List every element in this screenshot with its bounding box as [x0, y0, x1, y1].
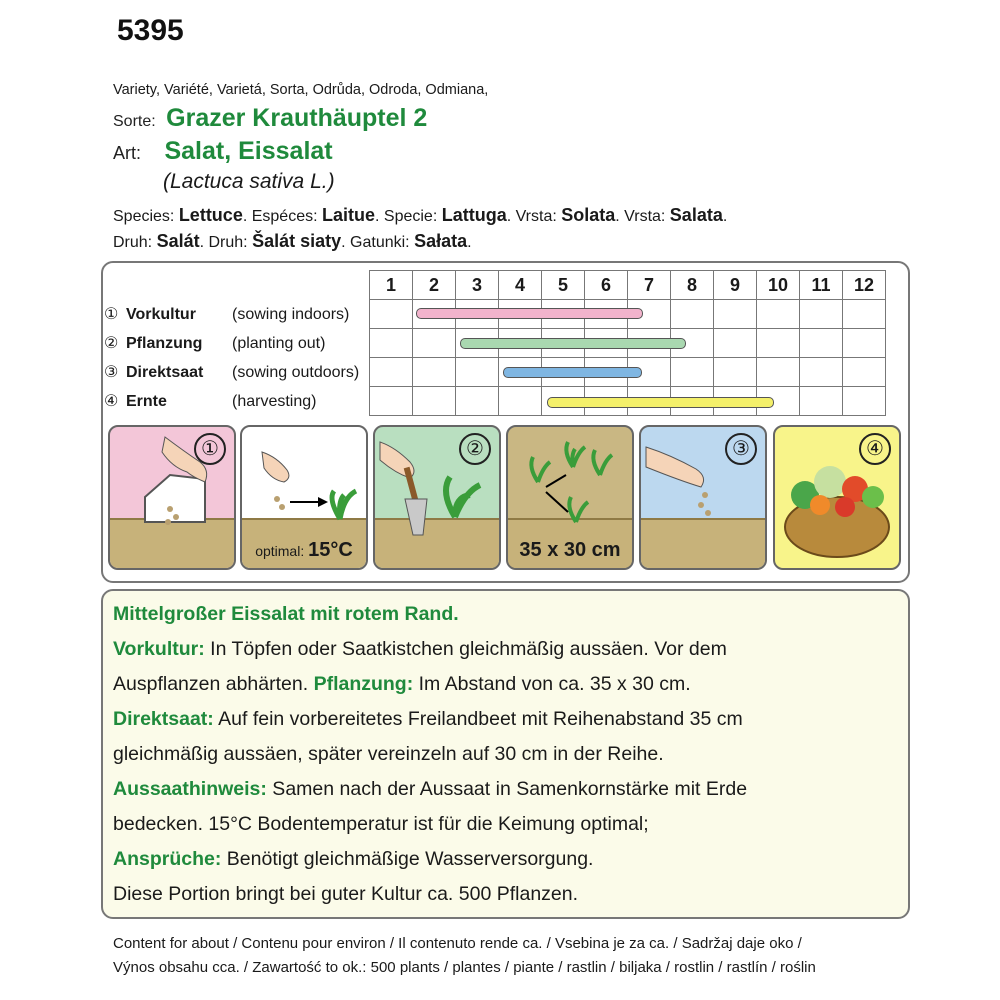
row-label-en: (sowing outdoors) [232, 364, 360, 381]
species-lang-value: Salata [669, 205, 723, 225]
step-number-badge: ④ [859, 433, 891, 465]
step-number-badge: ③ [725, 433, 757, 465]
month-label: 2 [413, 271, 456, 300]
portion-text: Diese Portion bringt bei guter Kultur ca. 500 Pflanzen. [113, 883, 579, 905]
row-label-en: (sowing indoors) [232, 306, 350, 323]
art-label: Art: [113, 143, 142, 163]
pictogram-caption: 35 x 30 cm [519, 539, 621, 561]
species-lang-label: Species: [113, 208, 179, 225]
aussaathinweis-text-2: bedecken. 15°C Bodentemperatur ist für die Keimung optimal; [113, 813, 649, 835]
month-label: 11 [800, 271, 843, 300]
species-lang-label: . Gatunki: [341, 234, 415, 251]
footer-line-2: Výnos obsahu cca. / Zawartość to ok.: 500 plants / plantes / piante / rastlin / biljaka / rostlin / rastlín / roślin [113, 959, 816, 976]
month-label: 9 [714, 271, 757, 300]
footer-line-1: Content for about / Contenu pour environ / Il contenuto rende ca. / Vsebina je za ca. / Sadržaj daje oko / [113, 935, 802, 952]
species-lang-value: Sałata [414, 231, 468, 251]
row-number: ② [104, 335, 119, 352]
species-lang-label: . Specie: [375, 208, 442, 225]
variety-name: Grazer Krauthäuptel 2 [166, 104, 428, 132]
pictogram-text [242, 539, 366, 562]
variety-languages: Variety, Variété, Varietá, Sorta, Odrůda, Odroda, Odmiana, [113, 82, 489, 98]
pic-planting-out [373, 425, 501, 570]
sorte-line [113, 104, 427, 133]
row-number: ③ [104, 364, 119, 381]
month-label: 10 [757, 271, 800, 300]
pflanzung-label: Pflanzung: [313, 673, 414, 695]
vorkultur-label: Vorkultur: [113, 638, 205, 660]
species-lang-label: Druh: [113, 234, 157, 251]
species-line-1 [113, 203, 727, 229]
period-bar [503, 367, 642, 378]
row-label-de: Direktsaat [126, 364, 204, 381]
row-label-de: Ernte [126, 393, 167, 410]
direktsaat-text-2: gleichmäßig aussäen, später vereinzeln auf 30 cm in der Reihe. [113, 743, 664, 765]
species-name: Salat, Eissalat [164, 137, 333, 165]
month-label: 3 [456, 271, 499, 300]
species-lang-label: . Druh: [199, 234, 253, 251]
pictogram-text [508, 539, 632, 562]
pic-spacing [506, 425, 634, 570]
month-label: 5 [542, 271, 585, 300]
row-number: ④ [104, 393, 119, 410]
vorkultur-text-2: Auspflanzen abhärten. [113, 673, 314, 695]
vorkultur-text: In Töpfen oder Saatkistchen gleichmäßig aussäen. Vor dem [204, 638, 727, 660]
period-bar [460, 338, 687, 349]
month-label: 6 [585, 271, 628, 300]
calendar-row [104, 358, 886, 387]
step-number-badge: ① [194, 433, 226, 465]
species-lang-value: Solata [561, 205, 616, 225]
species-lang-label: . Espéces: [242, 208, 322, 225]
period-bar [416, 308, 643, 319]
row-label-en: (harvesting) [232, 393, 317, 410]
direktsaat-text: Auf fein vorbereitetes Freilandbeet mit Reihenabstand 35 cm [213, 708, 743, 730]
pic-harvesting [773, 425, 901, 570]
species-lang-value: Lettuce [178, 205, 243, 225]
month-label: 7 [628, 271, 671, 300]
ansprueche-text: Benötigt gleichmäßige Wasserversorgung. [221, 848, 594, 870]
aussaathinweis-text: Samen nach der Aussaat in Samenkornstärke mit Erde [266, 778, 748, 800]
pic-germination [240, 425, 368, 570]
direktsaat-label: Direktsaat: [113, 708, 214, 730]
month-label: 4 [499, 271, 542, 300]
content-footer [113, 932, 816, 980]
art-line [113, 137, 333, 166]
pic-sowing-indoors [108, 425, 236, 570]
month-label: 8 [671, 271, 714, 300]
species-lang-label: . Vrsta: [506, 208, 562, 225]
article-code: 5395 [117, 14, 184, 47]
instructions-text [113, 597, 893, 912]
species-lang-label: . [467, 234, 472, 251]
aussaathinweis-label: Aussaathinweis: [113, 778, 267, 800]
species-translations [113, 203, 727, 255]
period-bar [547, 397, 774, 408]
species-lang-value: Šalát siaty [252, 231, 342, 251]
month-label: 12 [843, 271, 886, 300]
species-line-2 [113, 229, 727, 255]
row-label-de: Pflanzung [126, 335, 203, 352]
species-lang-label: . [722, 208, 728, 225]
sorte-label: Sorte: [113, 113, 156, 130]
species-lang-value: Laitue [321, 205, 375, 225]
species-lang-value: Lattuga [441, 205, 507, 225]
species-lang-value: Salát [156, 231, 200, 251]
row-label-en: (planting out) [232, 335, 326, 352]
row-number: ① [104, 306, 119, 323]
pictogram-prefix: optimal: [255, 543, 309, 559]
info-title: Mittelgroßer Eissalat mit rotem Rand. [113, 603, 459, 625]
species-lang-label: . Vrsta: [615, 208, 670, 225]
pictogram-caption: 15°C [308, 539, 353, 561]
step-number-badge: ② [459, 433, 491, 465]
pflanzung-text: Im Abstand von ca. 35 x 30 cm. [413, 673, 691, 695]
pic-sowing-outdoors [639, 425, 767, 570]
ansprueche-label: Ansprüche: [113, 848, 222, 870]
month-label: 1 [370, 271, 413, 300]
row-label-de: Vorkultur [126, 306, 196, 323]
latin-name: (Lactuca sativa L.) [163, 170, 335, 193]
